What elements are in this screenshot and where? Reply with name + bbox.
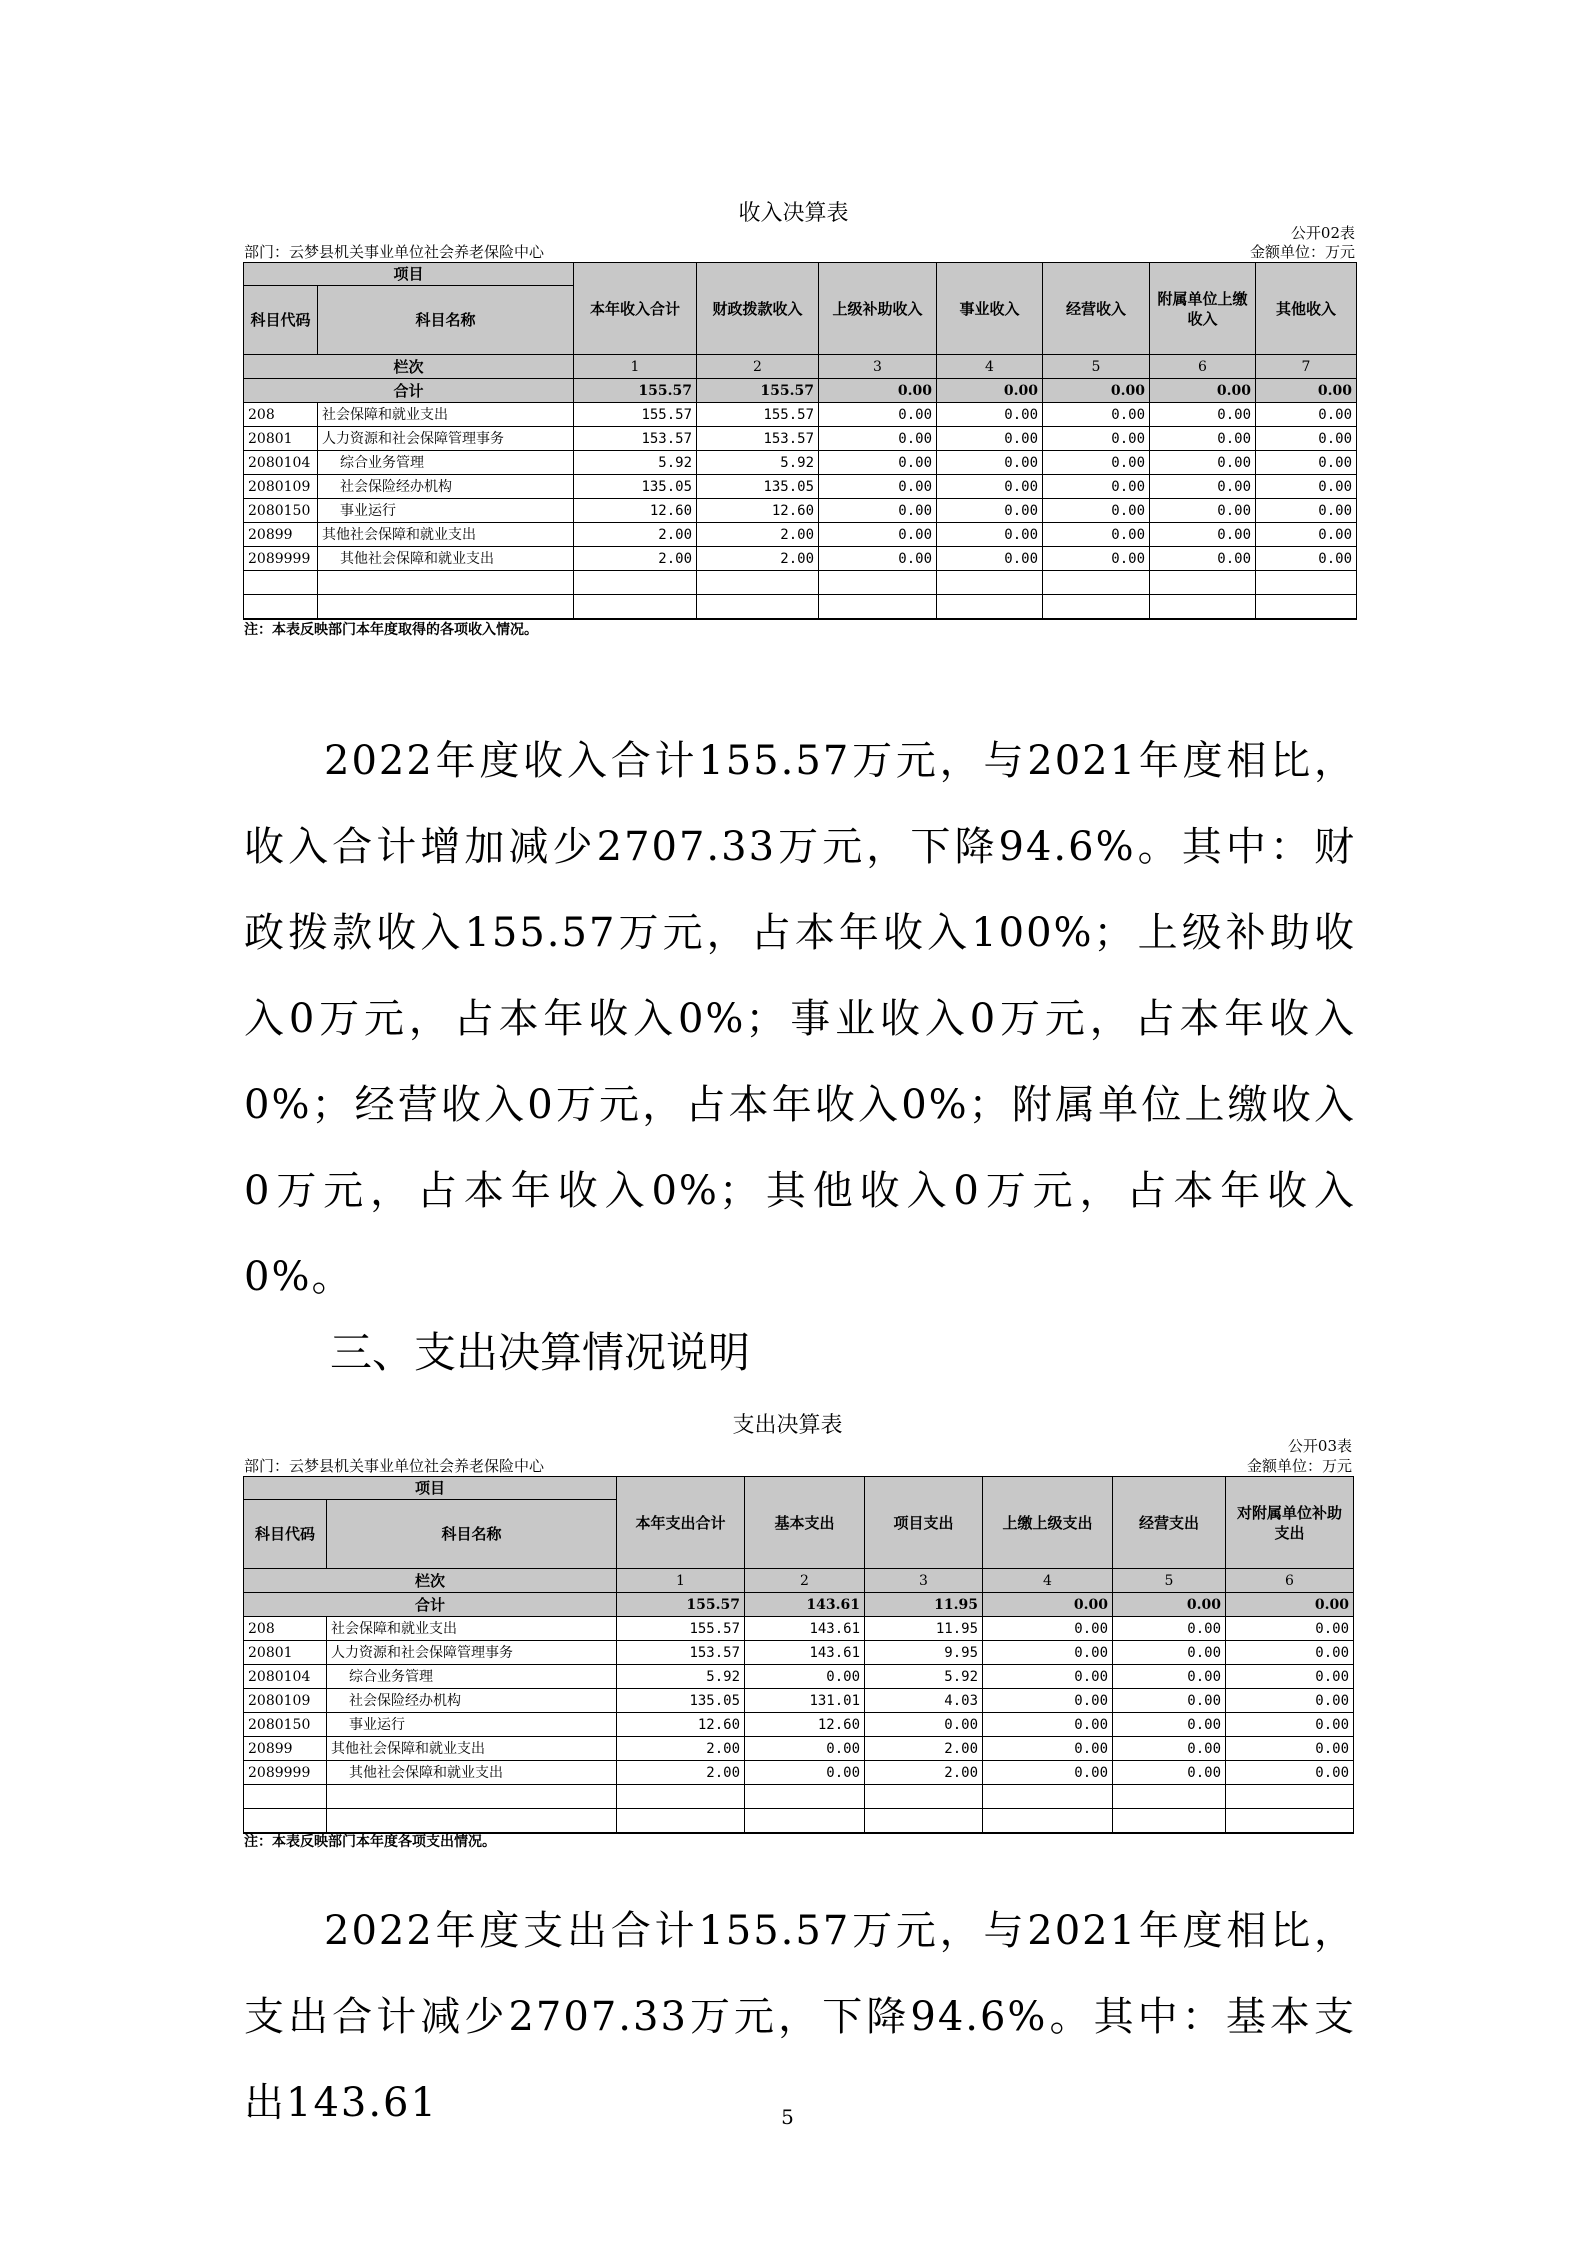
row-value: 12.60 — [697, 499, 819, 523]
row-value: 0.00 — [1226, 1641, 1354, 1665]
row-value: 0.00 — [1113, 1689, 1226, 1713]
row-value: 0.00 — [1256, 523, 1357, 547]
row-value: 12.60 — [574, 499, 697, 523]
lanci-num: 1 — [574, 355, 697, 379]
table-row — [244, 547, 1357, 571]
row-name: 人力资源和社会保障管理事务 — [327, 1641, 617, 1665]
row-value: 0.00 — [1150, 547, 1256, 571]
header-col-4: 事业收入 — [937, 263, 1043, 355]
empty-cell — [819, 595, 937, 620]
row-name: 其他社会保障和就业支出 — [327, 1737, 617, 1761]
row-name: 综合业务管理 — [327, 1665, 617, 1689]
lanci-num: 4 — [937, 355, 1043, 379]
empty-cell — [327, 1785, 617, 1809]
income-table-title: 收入决算表 — [738, 201, 849, 226]
table-row — [244, 1665, 1354, 1689]
row-value: 0.00 — [819, 403, 937, 427]
empty-cell — [745, 1785, 865, 1809]
header-name: 科目名称 — [327, 1500, 617, 1569]
row-value: 0.00 — [1226, 1689, 1354, 1713]
empty-cell — [819, 571, 937, 595]
table-row — [244, 1737, 1354, 1761]
empty-cell — [1043, 571, 1150, 595]
income-table-note: 注：本表反映部门本年度取得的各项收入情况。 — [244, 622, 538, 638]
row-code: 20801 — [244, 427, 318, 451]
row-name: 社会保障和就业支出 — [318, 403, 574, 427]
expense-department: 部门：云梦县机关事业单位社会养老保险中心 — [244, 1457, 545, 1475]
row-value: 0.00 — [1113, 1761, 1226, 1785]
row-value: 0.00 — [819, 499, 937, 523]
header-code: 科目代码 — [244, 286, 318, 355]
row-name: 综合业务管理 — [318, 451, 574, 475]
row-code: 2080150 — [244, 499, 318, 523]
row-name: 人力资源和社会保障管理事务 — [318, 427, 574, 451]
row-value: 135.05 — [697, 475, 819, 499]
row-value: 0.00 — [1150, 523, 1256, 547]
row-value: 153.57 — [617, 1641, 745, 1665]
row-name: 社会保险经办机构 — [318, 475, 574, 499]
row-value: 2.00 — [617, 1761, 745, 1785]
income-unit: 金额单位：万元 — [1249, 243, 1355, 261]
empty-row — [244, 1809, 1354, 1834]
total-value: 0.00 — [937, 379, 1043, 403]
total-label: 合计 — [244, 379, 574, 403]
row-value: 9.95 — [865, 1641, 983, 1665]
row-value: 0.00 — [983, 1761, 1113, 1785]
row-value: 0.00 — [983, 1641, 1113, 1665]
empty-cell — [865, 1809, 983, 1834]
expense-table-note: 注：本表反映部门本年度各项支出情况。 — [244, 1834, 496, 1850]
row-value: 155.57 — [617, 1617, 745, 1641]
row-code: 2080109 — [244, 475, 318, 499]
row-value: 0.00 — [1256, 499, 1357, 523]
total-value: 143.61 — [745, 1593, 865, 1617]
row-value: 2.00 — [865, 1737, 983, 1761]
row-value: 0.00 — [1113, 1617, 1226, 1641]
row-value: 0.00 — [1113, 1641, 1226, 1665]
row-value: 0.00 — [1256, 403, 1357, 427]
row-value: 4.03 — [865, 1689, 983, 1713]
row-value: 153.57 — [574, 427, 697, 451]
row-value: 143.61 — [745, 1641, 865, 1665]
expense-form-number: 公开03表 — [1287, 1437, 1352, 1455]
row-value: 0.00 — [819, 451, 937, 475]
empty-cell — [617, 1785, 745, 1809]
row-value: 5.92 — [697, 451, 819, 475]
row-value: 0.00 — [937, 451, 1043, 475]
header-item: 项目 — [244, 1477, 617, 1500]
total-value: 0.00 — [819, 379, 937, 403]
row-value: 155.57 — [574, 403, 697, 427]
lanci-label: 栏次 — [244, 1569, 617, 1593]
row-value: 0.00 — [937, 475, 1043, 499]
row-code: 2089999 — [244, 547, 318, 571]
row-value: 12.60 — [617, 1713, 745, 1737]
header-col-6: 对附属单位补助支出 — [1226, 1477, 1354, 1569]
row-value: 0.00 — [1256, 547, 1357, 571]
header-item: 项目 — [244, 263, 574, 286]
row-name: 其他社会保障和就业支出 — [318, 547, 574, 571]
header-code: 科目代码 — [244, 1500, 327, 1569]
table-row — [244, 475, 1357, 499]
empty-cell — [745, 1809, 865, 1834]
header-col-4: 上缴上级支出 — [983, 1477, 1113, 1569]
row-code: 20899 — [244, 1737, 327, 1761]
header-col-5: 经营支出 — [1113, 1477, 1226, 1569]
header-col-2: 财政拨款收入 — [697, 263, 819, 355]
row-value: 0.00 — [1113, 1737, 1226, 1761]
row-value: 0.00 — [1226, 1665, 1354, 1689]
empty-cell — [574, 595, 697, 620]
header-col-3: 项目支出 — [865, 1477, 983, 1569]
row-code: 2089999 — [244, 1761, 327, 1785]
total-value: 0.00 — [1113, 1593, 1226, 1617]
row-name: 其他社会保障和就业支出 — [318, 523, 574, 547]
row-value: 0.00 — [1043, 523, 1150, 547]
lanci-num: 7 — [1256, 355, 1357, 379]
header-name: 科目名称 — [318, 286, 574, 355]
table-row — [244, 1641, 1354, 1665]
row-code: 208 — [244, 1617, 327, 1641]
income-form-number: 公开02表 — [1290, 224, 1355, 242]
row-value: 2.00 — [617, 1737, 745, 1761]
empty-cell — [1226, 1809, 1354, 1834]
row-code: 2080104 — [244, 1665, 327, 1689]
expense-unit: 金额单位：万元 — [1246, 1457, 1352, 1475]
table-row — [244, 427, 1357, 451]
empty-row — [244, 595, 1357, 620]
total-value: 0.00 — [1226, 1593, 1354, 1617]
empty-cell — [318, 595, 574, 620]
row-value: 0.00 — [983, 1665, 1113, 1689]
row-value: 0.00 — [1043, 427, 1150, 451]
row-value: 0.00 — [937, 499, 1043, 523]
total-value: 0.00 — [1256, 379, 1357, 403]
empty-cell — [244, 1809, 327, 1834]
row-value: 0.00 — [819, 475, 937, 499]
row-value: 12.60 — [745, 1713, 865, 1737]
lanci-num: 5 — [1113, 1569, 1226, 1593]
row-value: 0.00 — [1043, 403, 1150, 427]
row-value: 0.00 — [1150, 451, 1256, 475]
row-value: 0.00 — [1150, 427, 1256, 451]
lanci-num: 6 — [1226, 1569, 1354, 1593]
table-row — [244, 1617, 1354, 1641]
row-value: 0.00 — [1226, 1617, 1354, 1641]
empty-cell — [937, 571, 1043, 595]
row-value: 0.00 — [1256, 451, 1357, 475]
empty-row — [244, 571, 1357, 595]
row-value: 0.00 — [1113, 1713, 1226, 1737]
row-value: 0.00 — [1226, 1737, 1354, 1761]
row-value: 0.00 — [983, 1737, 1113, 1761]
empty-cell — [1113, 1809, 1226, 1834]
row-value: 0.00 — [865, 1713, 983, 1737]
lanci-num: 4 — [983, 1569, 1113, 1593]
empty-cell — [1256, 595, 1357, 620]
row-value: 0.00 — [745, 1761, 865, 1785]
row-value: 11.95 — [865, 1617, 983, 1641]
income-table — [243, 262, 1357, 620]
row-value: 0.00 — [819, 427, 937, 451]
income-department: 部门：云梦县机关事业单位社会养老保险中心 — [244, 243, 545, 261]
income-paragraph: 2022年度收入合计155.57万元，与2021年度相比，收入合计增加减少2707.33万元，下降94.6%。其中：财政拨款收入155.57万元，占本年收入100%；上级补助收入0万元，占本年收入0%；事业收入0万元，占本年收入0%；经营收入0万元，占本年收入0%；附属单位上缴收入0万元，占本年收入0%；其他收入0万元，占本年收入0%。 — [244, 738, 1356, 1300]
total-value: 0.00 — [983, 1593, 1113, 1617]
total-value: 0.00 — [1150, 379, 1256, 403]
lanci-num: 2 — [697, 355, 819, 379]
row-value: 0.00 — [1256, 475, 1357, 499]
empty-cell — [318, 571, 574, 595]
page-number: 5 — [781, 2105, 794, 2129]
row-value: 2.00 — [697, 547, 819, 571]
table-row — [244, 523, 1357, 547]
table-row — [244, 1689, 1354, 1713]
table-row — [244, 1713, 1354, 1737]
lanci-num: 1 — [617, 1569, 745, 1593]
total-value: 155.57 — [697, 379, 819, 403]
empty-cell — [244, 1785, 327, 1809]
empty-cell — [865, 1785, 983, 1809]
row-value: 0.00 — [745, 1737, 865, 1761]
total-value: 155.57 — [574, 379, 697, 403]
row-name: 社会保障和就业支出 — [327, 1617, 617, 1641]
total-label: 合计 — [244, 1593, 617, 1617]
header-col-2: 基本支出 — [745, 1477, 865, 1569]
lanci-num: 5 — [1043, 355, 1150, 379]
row-value: 0.00 — [1043, 475, 1150, 499]
section-heading: 三、支出决算情况说明 — [330, 1328, 751, 1377]
row-name: 社会保险经办机构 — [327, 1689, 617, 1713]
header-col-1: 本年收入合计 — [574, 263, 697, 355]
header-col-6: 附属单位上缴收入 — [1150, 263, 1256, 355]
table-row — [244, 451, 1357, 475]
row-value: 2.00 — [574, 523, 697, 547]
lanci-num: 3 — [865, 1569, 983, 1593]
row-value: 5.92 — [865, 1665, 983, 1689]
table-row — [244, 403, 1357, 427]
header-col-1: 本年支出合计 — [617, 1477, 745, 1569]
table-row — [244, 499, 1357, 523]
empty-cell — [1150, 571, 1256, 595]
lanci-num: 3 — [819, 355, 937, 379]
empty-cell — [697, 595, 819, 620]
row-value: 0.00 — [983, 1617, 1113, 1641]
row-name: 其他社会保障和就业支出 — [327, 1761, 617, 1785]
row-code: 20899 — [244, 523, 318, 547]
lanci-num: 6 — [1150, 355, 1256, 379]
row-value: 2.00 — [865, 1761, 983, 1785]
row-code: 208 — [244, 403, 318, 427]
empty-cell — [1256, 571, 1357, 595]
row-value: 0.00 — [1150, 475, 1256, 499]
empty-cell — [327, 1809, 617, 1834]
row-code: 2080150 — [244, 1713, 327, 1737]
row-value: 0.00 — [983, 1689, 1113, 1713]
empty-cell — [983, 1809, 1113, 1834]
row-code: 2080104 — [244, 451, 318, 475]
row-value: 2.00 — [697, 523, 819, 547]
header-col-3: 上级补助收入 — [819, 263, 937, 355]
empty-cell — [697, 571, 819, 595]
expense-table-title: 支出决算表 — [732, 1413, 843, 1438]
row-code: 20801 — [244, 1641, 327, 1665]
row-value: 0.00 — [1226, 1761, 1354, 1785]
row-value: 5.92 — [574, 451, 697, 475]
empty-cell — [244, 595, 318, 620]
empty-cell — [244, 571, 318, 595]
empty-cell — [574, 571, 697, 595]
row-value: 135.05 — [617, 1689, 745, 1713]
lanci-num: 2 — [745, 1569, 865, 1593]
expense-table — [243, 1476, 1354, 1834]
total-value: 155.57 — [617, 1593, 745, 1617]
table-row — [244, 1761, 1354, 1785]
row-value: 0.00 — [1043, 547, 1150, 571]
row-code: 2080109 — [244, 1689, 327, 1713]
row-value: 143.61 — [745, 1617, 865, 1641]
row-value: 155.57 — [697, 403, 819, 427]
expense-paragraph: 2022年度支出合计155.57万元，与2021年度相比，支出合计减少2707.33万元，下降94.6%。其中：基本支出143.61 — [244, 1908, 1356, 2126]
row-value: 2.00 — [574, 547, 697, 571]
empty-cell — [937, 595, 1043, 620]
row-value: 0.00 — [1043, 499, 1150, 523]
row-value: 135.05 — [574, 475, 697, 499]
empty-cell — [1150, 595, 1256, 620]
row-value: 0.00 — [937, 427, 1043, 451]
row-value: 5.92 — [617, 1665, 745, 1689]
row-value: 0.00 — [1226, 1713, 1354, 1737]
header-col-5: 经营收入 — [1043, 263, 1150, 355]
row-value: 0.00 — [1043, 451, 1150, 475]
row-value: 0.00 — [819, 523, 937, 547]
row-value: 131.01 — [745, 1689, 865, 1713]
empty-row — [244, 1785, 1354, 1809]
empty-cell — [1113, 1785, 1226, 1809]
row-value: 0.00 — [745, 1665, 865, 1689]
row-name: 事业运行 — [318, 499, 574, 523]
row-value: 153.57 — [697, 427, 819, 451]
empty-cell — [1226, 1785, 1354, 1809]
row-value: 0.00 — [819, 547, 937, 571]
lanci-label: 栏次 — [244, 355, 574, 379]
row-value: 0.00 — [937, 403, 1043, 427]
row-value: 0.00 — [1113, 1665, 1226, 1689]
row-value: 0.00 — [1256, 427, 1357, 451]
row-value: 0.00 — [937, 547, 1043, 571]
empty-cell — [1043, 595, 1150, 620]
row-value: 0.00 — [1150, 499, 1256, 523]
row-name: 事业运行 — [327, 1713, 617, 1737]
row-value: 0.00 — [937, 523, 1043, 547]
header-col-7: 其他收入 — [1256, 263, 1357, 355]
total-value: 0.00 — [1043, 379, 1150, 403]
empty-cell — [617, 1809, 745, 1834]
total-value: 11.95 — [865, 1593, 983, 1617]
row-value: 0.00 — [983, 1713, 1113, 1737]
row-value: 0.00 — [1150, 403, 1256, 427]
empty-cell — [983, 1785, 1113, 1809]
